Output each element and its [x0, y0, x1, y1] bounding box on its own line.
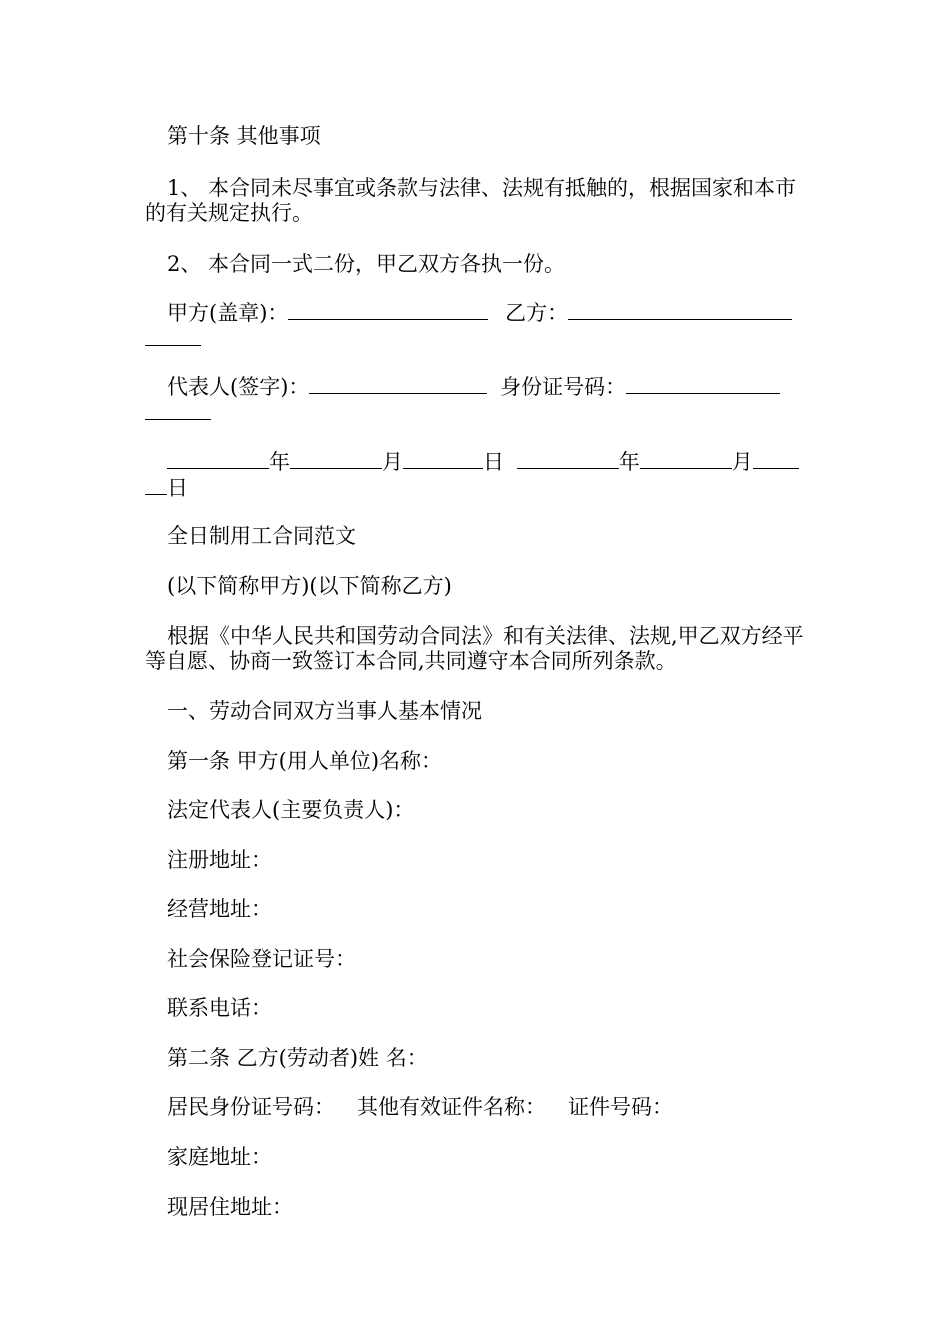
year-blank-b: [517, 450, 619, 469]
date-row-cont: [145, 476, 810, 501]
signature-party-row: [145, 301, 810, 326]
month-label-b: 月: [731, 450, 753, 474]
month-blank-a: [290, 450, 382, 469]
day-blank-a: [403, 450, 483, 469]
year-label-a: 年: [269, 450, 290, 474]
id-blank-cont-row: [145, 401, 810, 426]
contact-phone: 联系电话：: [167, 996, 272, 1020]
party-abbreviation: (以下简称甲方)(以下简称乙方): [167, 574, 452, 598]
party-a-seal-label: 甲方(盖章)：: [167, 301, 289, 325]
party-b-blank: [568, 301, 792, 320]
other-id-label: 其他有效证件名称：: [357, 1095, 546, 1119]
representative-blank: [309, 375, 487, 394]
business-address: 经营地址：: [167, 897, 272, 921]
year-label-b: 年: [618, 450, 640, 474]
representative-label: 代表人(签字)：: [167, 375, 310, 399]
section-1-heading: 一、劳动合同双方当事人基本情况: [167, 699, 482, 723]
preamble: 根据《中华人民共和国劳动合同法》和有关法律、法规,甲乙双方经平等自愿、协商一致签订本合同,共同遵守本合同所列条款。: [145, 624, 804, 673]
resident-id-label: 居民身份证号码：: [167, 1095, 335, 1119]
month-label-a: 月: [382, 450, 403, 474]
contract-title: 全日制用工合同范文: [167, 524, 356, 548]
registered-address: 注册地址：: [167, 848, 272, 872]
day-blank-b: [753, 450, 799, 469]
id-number-label: 身份证号码：: [500, 375, 627, 399]
party-a-blank: [288, 301, 488, 320]
social-insurance-number: 社会保险登记证号：: [167, 947, 356, 971]
article-1-employer-name: 第一条 甲方(用人单位)名称：: [167, 749, 443, 773]
day-blank-b-cont: [145, 476, 167, 495]
article-10-item-1: 1、 本合同未尽事宜或条款与法律、法规有抵触的，根据国家和本市的有关规定执行。: [145, 176, 797, 225]
signature-rep-row: [145, 375, 810, 400]
id-number-blank-cont: [145, 401, 211, 420]
month-blank-b: [640, 450, 732, 469]
day-label-a: 日: [483, 450, 504, 474]
id-number-blank: [626, 375, 780, 394]
current-address: 现居住地址：: [167, 1195, 293, 1219]
article-10-item-2: 2、 本合同一式二份，甲乙双方各执一份。: [167, 252, 566, 276]
article-10-title: 第十条 其他事项: [167, 124, 321, 148]
party-b-blank-cont-row: [145, 327, 810, 352]
id-document-row: [145, 1095, 810, 1120]
home-address: 家庭地址：: [167, 1145, 272, 1169]
party-b-label: 乙方：: [505, 301, 569, 325]
legal-representative: 法定代表人(主要负责人)：: [167, 798, 415, 822]
day-label-b: 日: [167, 476, 188, 500]
signature-date-row: [145, 450, 810, 475]
party-b-blank-cont: [145, 327, 201, 346]
certificate-number-label: 证件号码：: [568, 1095, 673, 1119]
year-blank-a: [167, 450, 269, 469]
article-2-employee-name: 第二条 乙方(劳动者)姓 名：: [167, 1046, 428, 1070]
